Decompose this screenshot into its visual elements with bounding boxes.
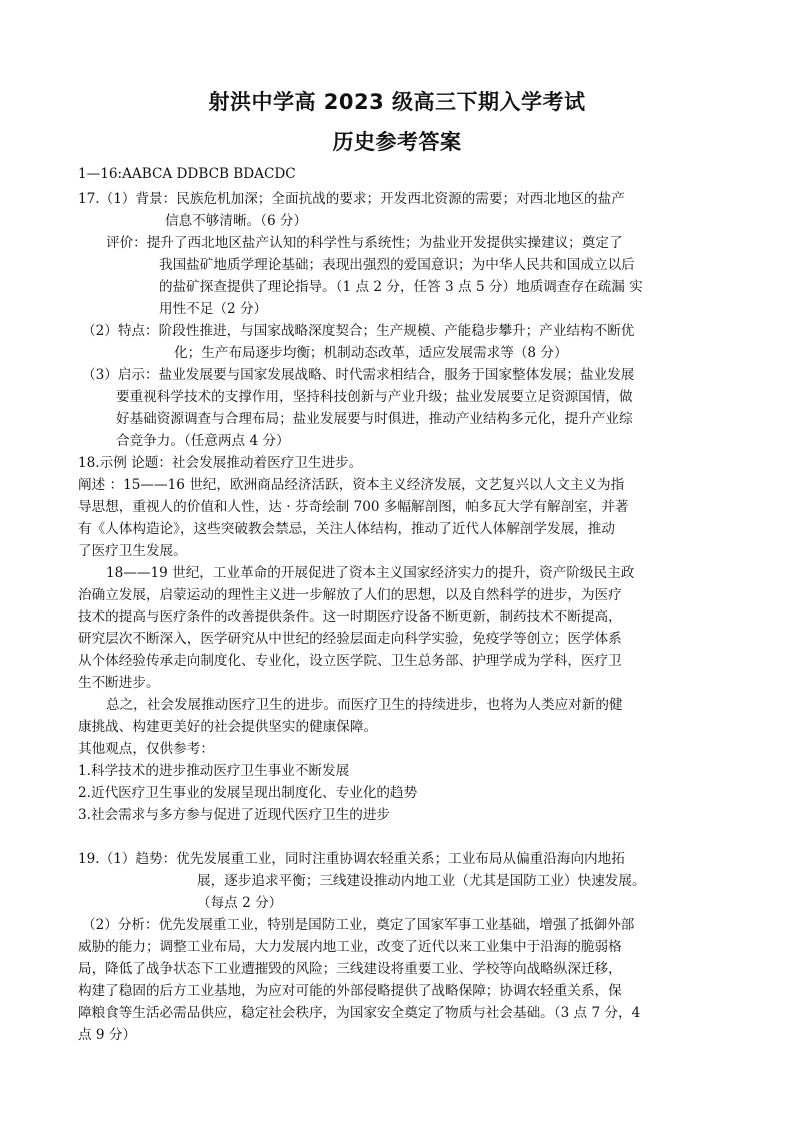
q18-thesis: 18.示例 论题：社会发展推动着医疗卫生进步。 <box>78 455 363 471</box>
q17-features-line: （2）特点：阶段性推进，与国家战略深度契合；生产规模、产能稳步攀升；产业结构不断优 <box>82 323 635 339</box>
page-subtitle: 历史参考答案 <box>332 130 462 154</box>
q19-trend-line: 19.（1）趋势：优先发展重工业，同时注重协调农轻重关系；工业布局从偏重沿海向内地拓 <box>78 851 625 867</box>
q18-paragraph-line: 有《人体构造论》，这些突破教会禁忌，关注人体结构，推动了近代人体解剖学发展，推动 <box>78 521 615 537</box>
q17-inspiration-line: 合竞争力。（任意两点 4 分） <box>116 433 290 449</box>
q19-analysis-line: 构建了稳固的后方工业基地，为应对可能的外部侵略提供了战略保障；协调农轻重关系，保 <box>78 983 622 999</box>
q18-other-view-item: 3.社会需求与多方参与促进了近现代医疗卫生的进步 <box>78 807 391 823</box>
multiple-choice-answers: 1—16:AABCA DDBCB BDACDC <box>78 166 296 182</box>
q18-paragraph-line: 技术的提高与医疗条件的改善提供条件。这一时期医疗设备不断更新，制药技术不断提高， <box>78 609 622 625</box>
q18-paragraph-line: 研究层次不断深入，医学研究从中世纪的经验层面走向科学实验，免疫学等创立；医学体系 <box>78 631 622 647</box>
q18-paragraph-line: 生不断进步。 <box>78 675 160 691</box>
q19-analysis-line: 障粮食等生活必需品供应，稳定社会秩序，为国家安全奠定了物质与社会基础。（3 点 7 分，4 <box>78 1005 641 1021</box>
q18-conclusion-line: 康挑战、构建更美好的社会提供坚实的健康保障。 <box>78 719 378 735</box>
q18-paragraph-line: 阐述 ：15——16 世纪，欧洲商品经济活跃，资本主义经济发展，文艺复兴以人文主义为指 <box>78 477 625 493</box>
q17-evaluation-line: 的盐矿探查提供了理论指导。（1 点 2 分，任答 3 点 5 分）地质调查存在疏漏 实 <box>159 279 643 295</box>
q18-paragraph-line: 治确立发展，启蒙运动的理性主义进一步解放了人们的思想，以及自然科学的进步，为医疗 <box>78 587 622 603</box>
q18-paragraph-line: 18——19 世纪，工业革命的开展促进了资本主义国家经济实力的提升，资产阶级民主政 <box>106 565 635 581</box>
q19-analysis-line: （2）分析：优先发展重工业，特别是国防工业，奠定了国家军事工业基础，增强了抵御外部 <box>82 917 635 933</box>
q17-features-line: 化；生产布局逐步均衡；机制动态改革，适应发展需求等（8 分） <box>174 345 568 361</box>
q18-paragraph-line: 导思想，重视人的价值和人性，达 · 芬奇绘制 700 多幅解剖图，帕多瓦大学有解剖室，并著 <box>78 499 629 515</box>
q17-evaluation-line: 用性不足（2 分） <box>159 301 268 317</box>
q17-background-line: 信息不够清晰。（6 分） <box>165 213 308 229</box>
q17-inspiration-line: （3）启示：盐业发展要与国家发展战略、时代需求相结合，服务于国家整体发展；盐业发展 <box>82 367 635 383</box>
q18-paragraph-line: 了医疗卫生发展。 <box>78 543 187 559</box>
q17-inspiration-line: 好基础资源调查与合理布局；盐业发展要与时俱进，推动产业结构多元化，提升产业综 <box>116 411 633 427</box>
q17-evaluation-line: 评价：提升了西北地区盐产认知的科学性与系统性；为盐业开发提供实操建议；奠定了 <box>106 235 623 251</box>
page-title: 射洪中学高 2023 级高三下期入学考试 <box>208 90 586 114</box>
q19-trend-line: 展，逐步追求平衡；三线建设推动内地工业（尤其是国防工业）快速发展。 <box>197 873 646 889</box>
q18-paragraph-line: 从个体经验传承走向制度化、专业化，设立医学院、卫生总务部、护理学成为学科，医疗卫 <box>78 653 622 669</box>
q17-inspiration-line: 要重视科学技术的支撑作用，坚持科技创新与产业升级；盐业发展要立足资源国情，做 <box>116 389 633 405</box>
q17-background-line: 17.（1）背景：民族危机加深；全面抗战的要求；开发西北资源的需要；对西北地区的盐产 <box>78 191 625 207</box>
q18-conclusion-line: 总之，社会发展推动医疗卫生的进步。而医疗卫生的持续进步，也将为人类应对新的健 <box>106 697 623 713</box>
q18-other-view-item: 1.科学技术的进步推动医疗卫生事业不断发展 <box>78 763 350 779</box>
q19-analysis-line: 局，降低了战争状态下工业遭摧毁的风险；三线建设将重要工业、学校等向战略纵深迁移， <box>78 961 622 977</box>
q18-other-views-heading: 其他观点，仅供参考： <box>78 741 214 757</box>
q17-evaluation-line: 我国盐矿地质学理论基础；表现出强烈的爱国意识；为中华人民共和国成立以后 <box>159 257 635 273</box>
q19-analysis-line: 点 9 分） <box>78 1027 137 1043</box>
q18-other-view-item: 2.近代医疗卫生事业的发展呈现出制度化、专业化的趋势 <box>78 785 418 801</box>
q19-trend-score: （每点 2 分） <box>197 895 283 911</box>
q19-analysis-line: 威胁的能力；调整工业布局，大力发展内地工业，改变了近代以来工业集中于沿海的脆弱格 <box>78 939 622 955</box>
